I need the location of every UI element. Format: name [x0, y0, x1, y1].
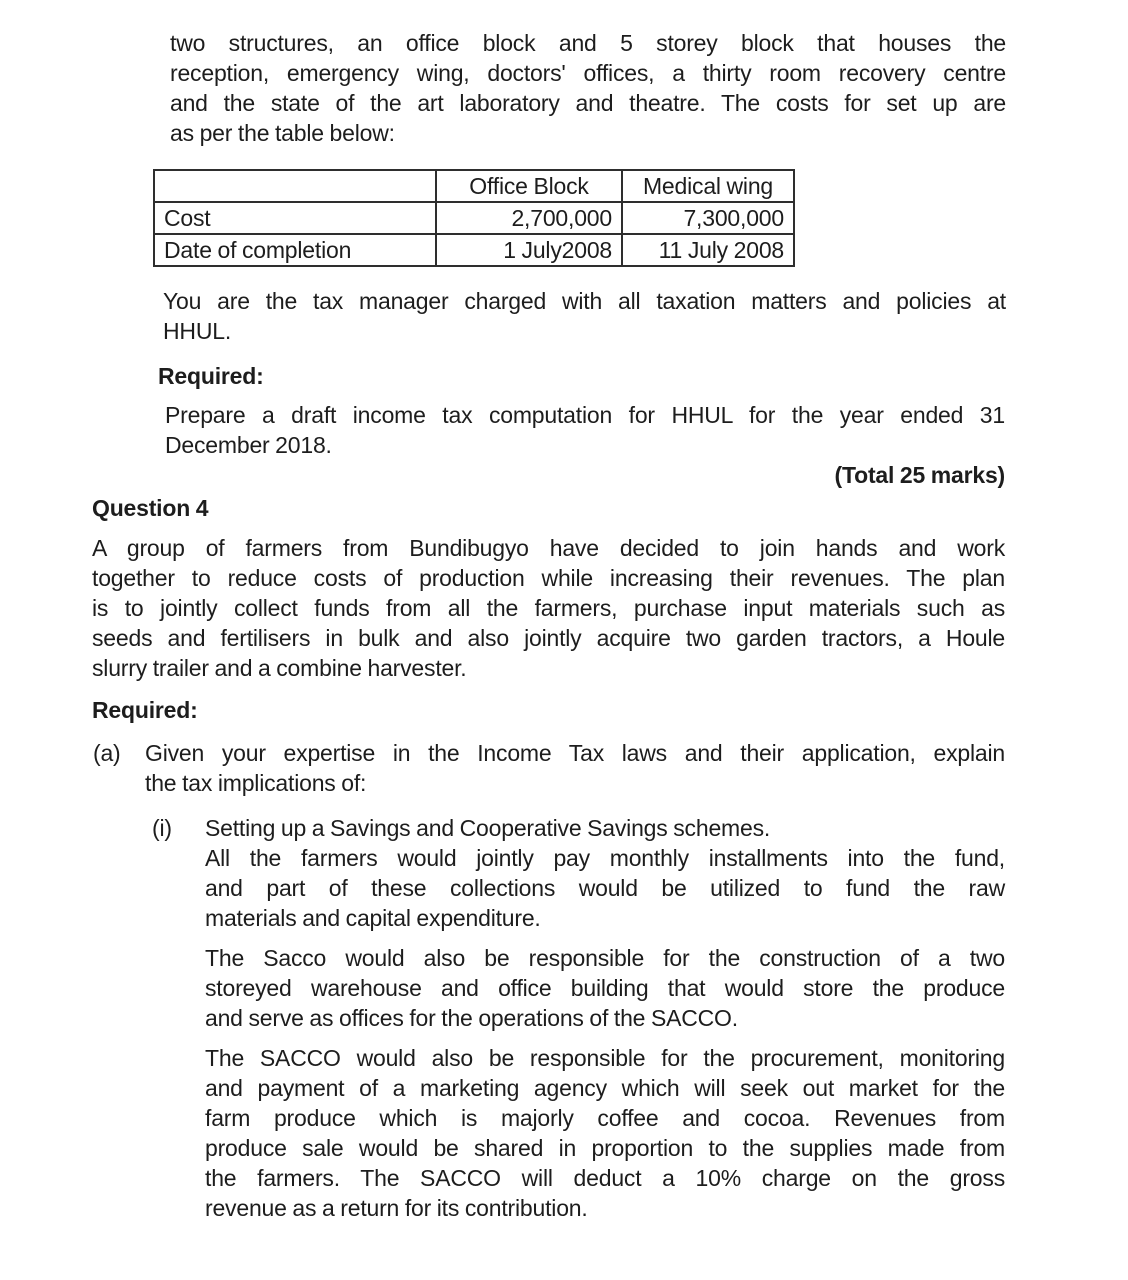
intro-paragraph: [170, 28, 1006, 148]
office-block-header-cell: Office Block: [436, 170, 622, 202]
sacco-paragraph: [205, 943, 1005, 1033]
medical-wing-header-cell: Medical wing: [622, 170, 794, 202]
completion-medical-wing-cell: 11 July 2008: [622, 234, 794, 266]
part-a-item: [93, 738, 1128, 798]
text-line: The SACCO would also be responsible for the procurement, monitoring: [205, 1045, 1005, 1071]
cost-medical-wing-cell: 7,300,000: [622, 202, 794, 234]
text-line: reception, emergency wing, doctors' offices, a thirty room recovery centre: [170, 60, 1006, 86]
text-line: is to jointly collect funds from all the farmers, purchase input materials such as: [92, 595, 1005, 621]
text-line: as per the table below:: [170, 120, 395, 146]
text-line: storeyed warehouse and office building that would store the produce: [205, 975, 1005, 1001]
part-a-text: [145, 738, 1005, 798]
cost-table: [153, 169, 795, 267]
total-marks-label: (Total 25 marks): [834, 462, 1005, 488]
completion-label-cell: Date of completion: [154, 234, 436, 266]
table-header-row: [154, 170, 794, 202]
part-a-label: (a): [93, 740, 121, 766]
item-i-label: (i): [152, 815, 172, 841]
text-line: Given your expertise in the Income Tax laws and their application, explain: [145, 740, 1005, 766]
item-i: [152, 813, 1128, 933]
prepare-paragraph: [165, 400, 1005, 460]
text-line: All the farmers would jointly pay monthly installments into the fund,: [205, 845, 1005, 871]
text-line: produce sale would be shared in proportion to the supplies made from: [205, 1135, 1005, 1161]
text-line: two structures, an office block and 5 storey block that houses the: [170, 30, 1006, 56]
tax-manager-paragraph: [163, 286, 1006, 346]
cost-office-block-cell: 2,700,000: [436, 202, 622, 234]
text-line: HHUL.: [163, 318, 232, 344]
text-line: Prepare a draft income tax computation for HHUL for the year ended 31: [165, 402, 1005, 428]
text-line: slurry trailer and a combine harvester.: [92, 655, 467, 681]
text-line: December 2018.: [165, 432, 332, 458]
text-line: and payment of a marketing agency which will seek out market for the: [205, 1075, 1005, 1101]
cost-table-wrapper: [153, 169, 1128, 267]
text-line: seeds and fertilisers in bulk and also jointly acquire two garden tractors, a Houle: [92, 625, 1005, 651]
text-line: and part of these collections would be utilized to fund the raw: [205, 875, 1005, 901]
question-4-heading: Question 4: [92, 495, 209, 521]
table-row-completion: [154, 234, 794, 266]
table-row-cost: [154, 202, 794, 234]
text-line: and serve as offices for the operations of the SACCO.: [205, 1005, 738, 1031]
blank-header-cell: [154, 170, 436, 202]
cost-label-cell: Cost: [154, 202, 436, 234]
text-line: A group of farmers from Bundibugyo have decided to join hands and work: [92, 535, 1005, 561]
text-line: and the state of the art laboratory and theatre. The costs for set up are: [170, 90, 1006, 116]
question-4-intro-paragraph: [92, 533, 1005, 683]
item-i-title-line: Setting up a Savings and Cooperative Savings schemes.: [205, 815, 771, 841]
required-heading: Required:: [92, 697, 198, 723]
text-line: together to reduce costs of production while increasing their revenues. The plan: [92, 565, 1005, 591]
text-line: revenue as a return for its contribution.: [205, 1195, 588, 1221]
text-line: farm produce which is majorly coffee and cocoa. Revenues from: [205, 1105, 1005, 1131]
sacco-marketing-paragraph: [205, 1043, 1005, 1223]
text-line: the tax implications of:: [145, 770, 367, 796]
required-heading: Required:: [158, 363, 264, 389]
text-line: You are the tax manager charged with all taxation matters and policies at: [163, 288, 1006, 314]
item-i-text: [205, 813, 1005, 933]
text-line: materials and capital expenditure.: [205, 905, 541, 931]
text-line: The Sacco would also be responsible for the construction of a two: [205, 945, 1005, 971]
text-line: the farmers. The SACCO will deduct a 10% charge on the gross: [205, 1165, 1005, 1191]
completion-office-block-cell: 1 July2008: [436, 234, 622, 266]
